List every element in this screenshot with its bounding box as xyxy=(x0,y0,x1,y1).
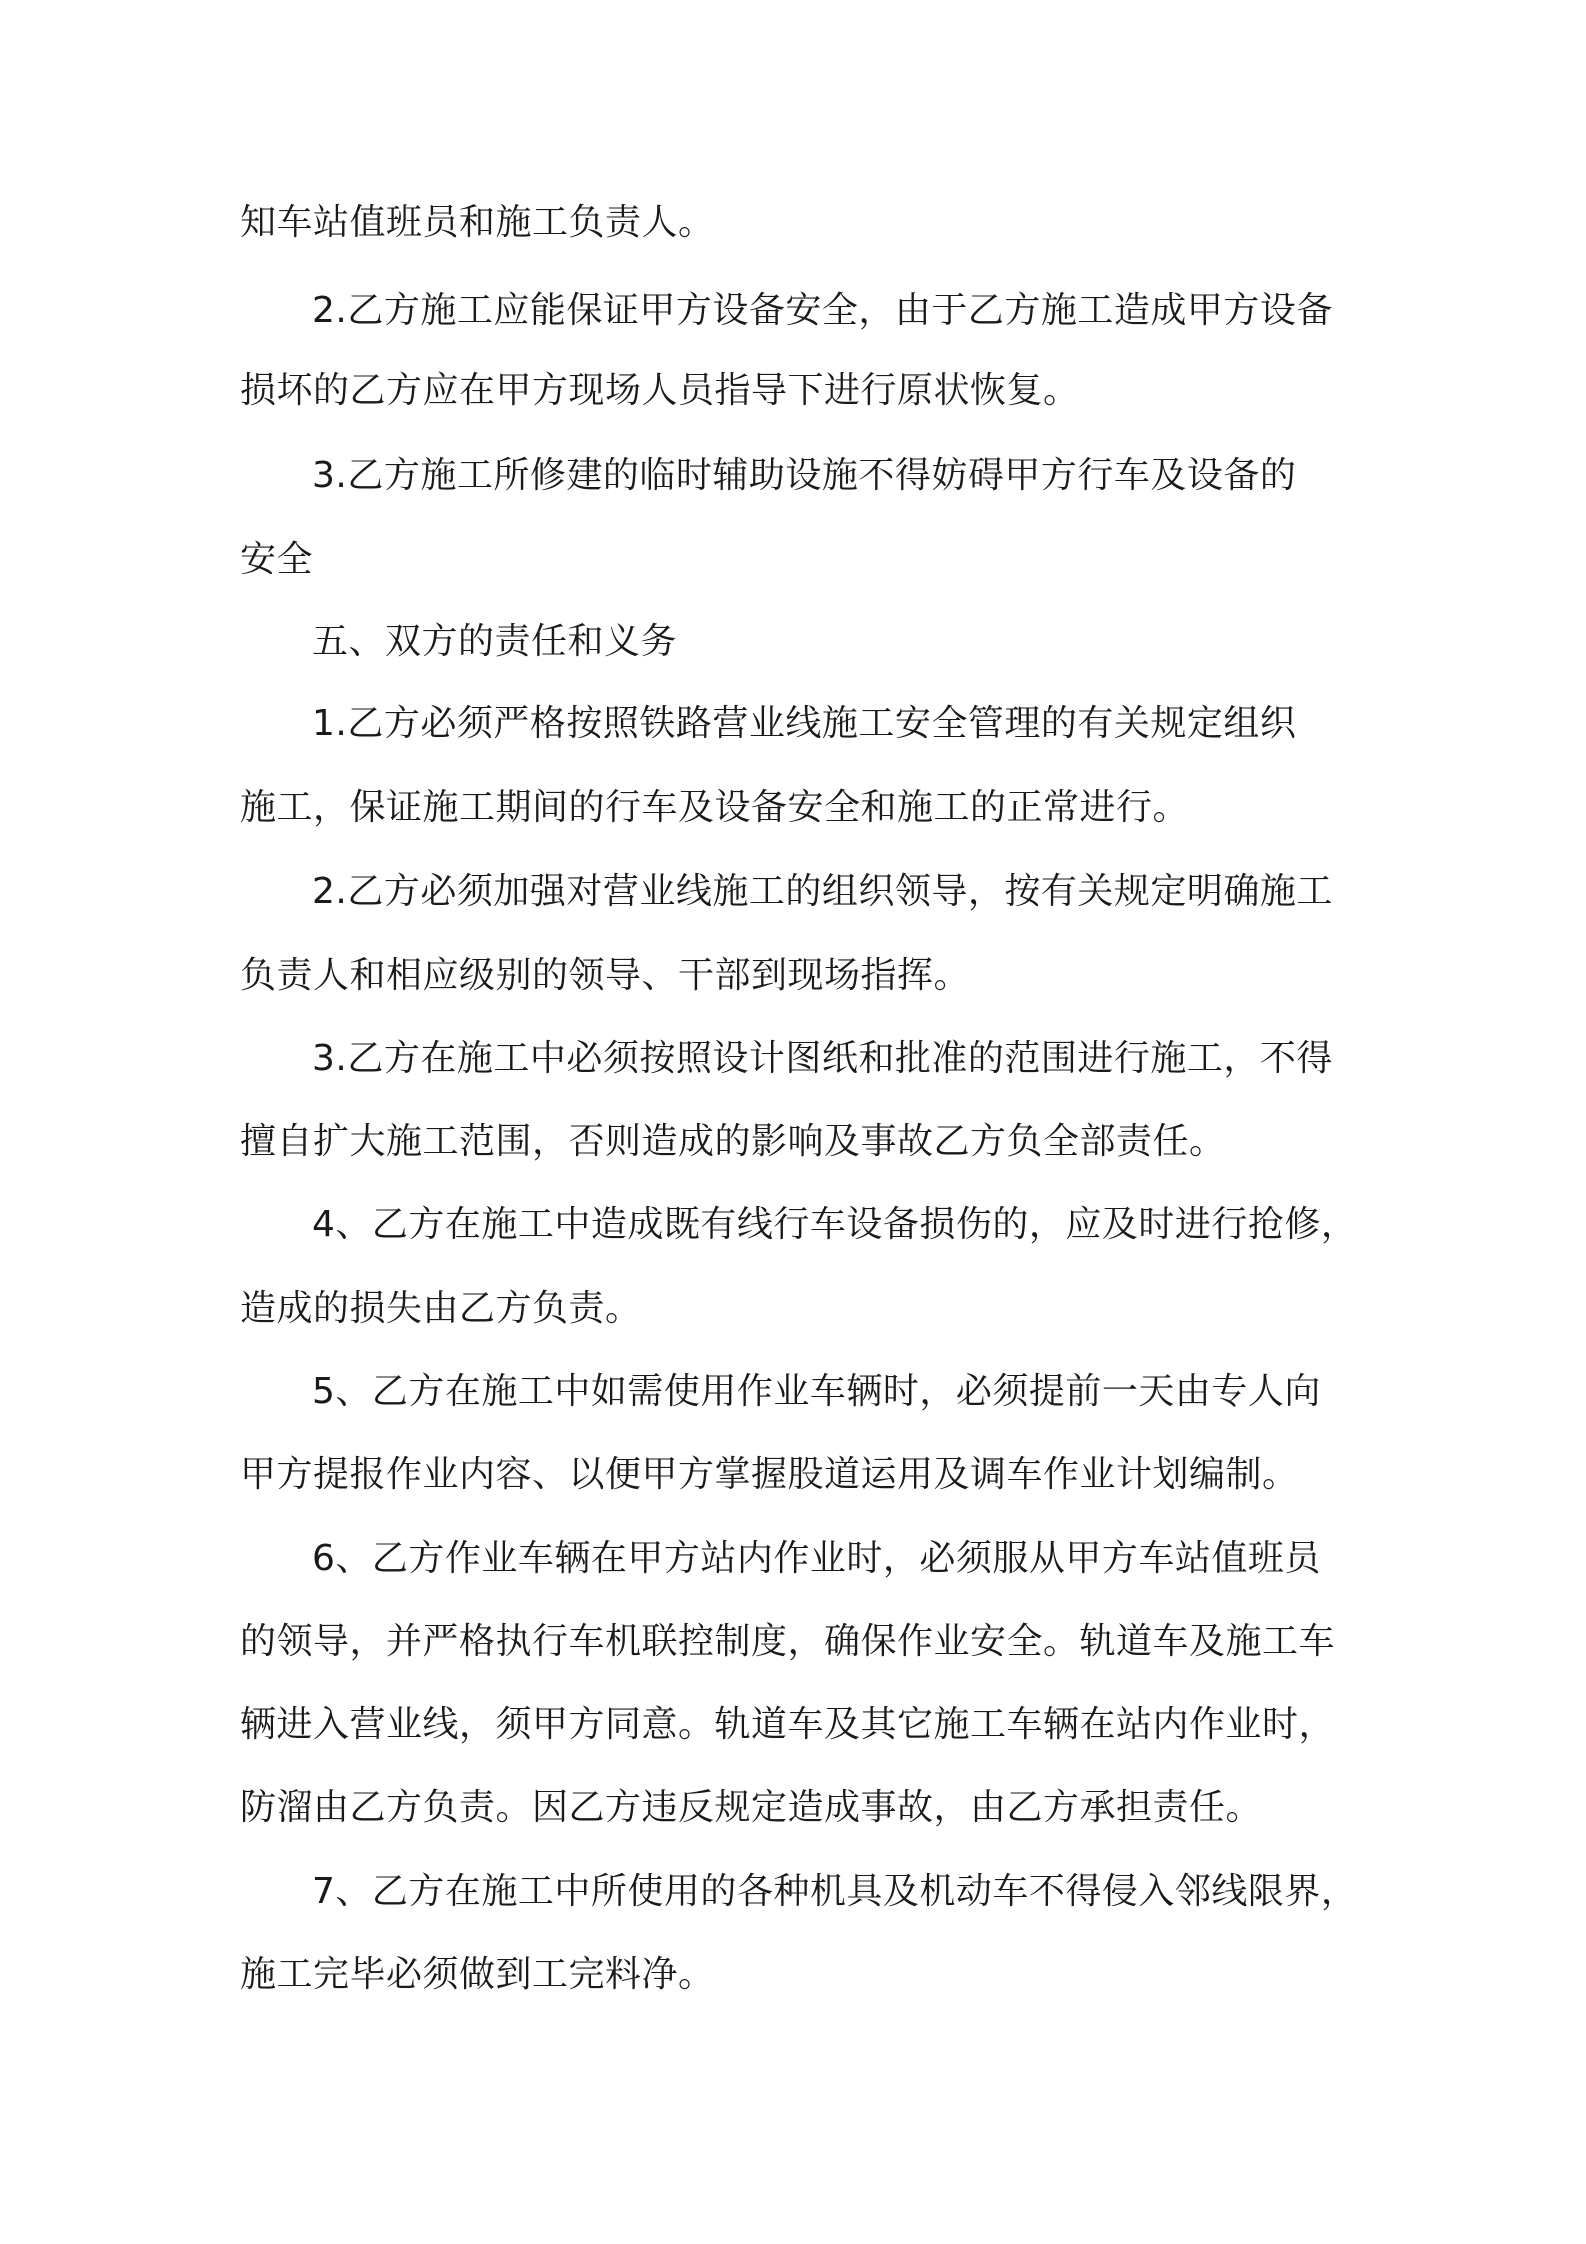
text-line: 的领导，并严格执行车机联控制度，确保作业安全。轨道车及施工车 xyxy=(240,1621,1336,1662)
text-line: 5、乙方在施工中如需使用作业车辆时，必须提前一天由专人向 xyxy=(312,1371,1321,1412)
text-line: 知车站值班员和施工负责人。 xyxy=(240,202,715,243)
text-line: 6、乙方作业车辆在甲方站内作业时，必须服从甲方车站值班员 xyxy=(312,1538,1321,1579)
text-line: 损坏的乙方应在甲方现场人员指导下进行原状恢复。 xyxy=(240,370,1080,411)
text-line: 1.乙方必须严格按照铁路营业线施工安全管理的有关规定组织 xyxy=(312,703,1297,744)
text-line: 防溜由乙方负责。因乙方违反规定造成事故，由乙方承担责任。 xyxy=(240,1787,1263,1828)
text-line: 甲方提报作业内容、以便甲方掌握股道运用及调车作业计划编制。 xyxy=(240,1454,1299,1495)
text-line: 3.乙方在施工中必须按照设计图纸和批准的范围进行施工，不得 xyxy=(312,1038,1333,1079)
section-heading: 五、双方的责任和义务 xyxy=(312,621,678,662)
text-line: 2.乙方施工应能保证甲方设备安全，由于乙方施工造成甲方设备 xyxy=(312,290,1333,331)
text-line: 施工完毕必须做到工完料净。 xyxy=(240,1954,715,1995)
text-line: 负责人和相应级别的领导、干部到现场指挥。 xyxy=(240,955,971,996)
text-line: 辆进入营业线，须甲方同意。轨道车及其它施工车辆在站内作业时， xyxy=(240,1704,1336,1745)
text-line: 4、乙方在施工中造成既有线行车设备损伤的，应及时进行抢修， xyxy=(312,1204,1358,1245)
text-line: 7、乙方在施工中所使用的各种机具及机动车不得侵入邻线限界， xyxy=(312,1871,1358,1912)
text-line: 擅自扩大施工范围，否则造成的影响及事故乙方负全部责任。 xyxy=(240,1121,1226,1162)
text-line: 施工，保证施工期间的行车及设备安全和施工的正常进行。 xyxy=(240,787,1190,828)
text-line: 造成的损失由乙方负责。 xyxy=(240,1288,642,1329)
text-line: 安全 xyxy=(240,539,314,580)
text-line: 3.乙方施工所修建的临时辅助设施不得妨碍甲方行车及设备的 xyxy=(312,455,1297,496)
text-line: 2.乙方必须加强对营业线施工的组织领导，按有关规定明确施工 xyxy=(312,871,1333,912)
